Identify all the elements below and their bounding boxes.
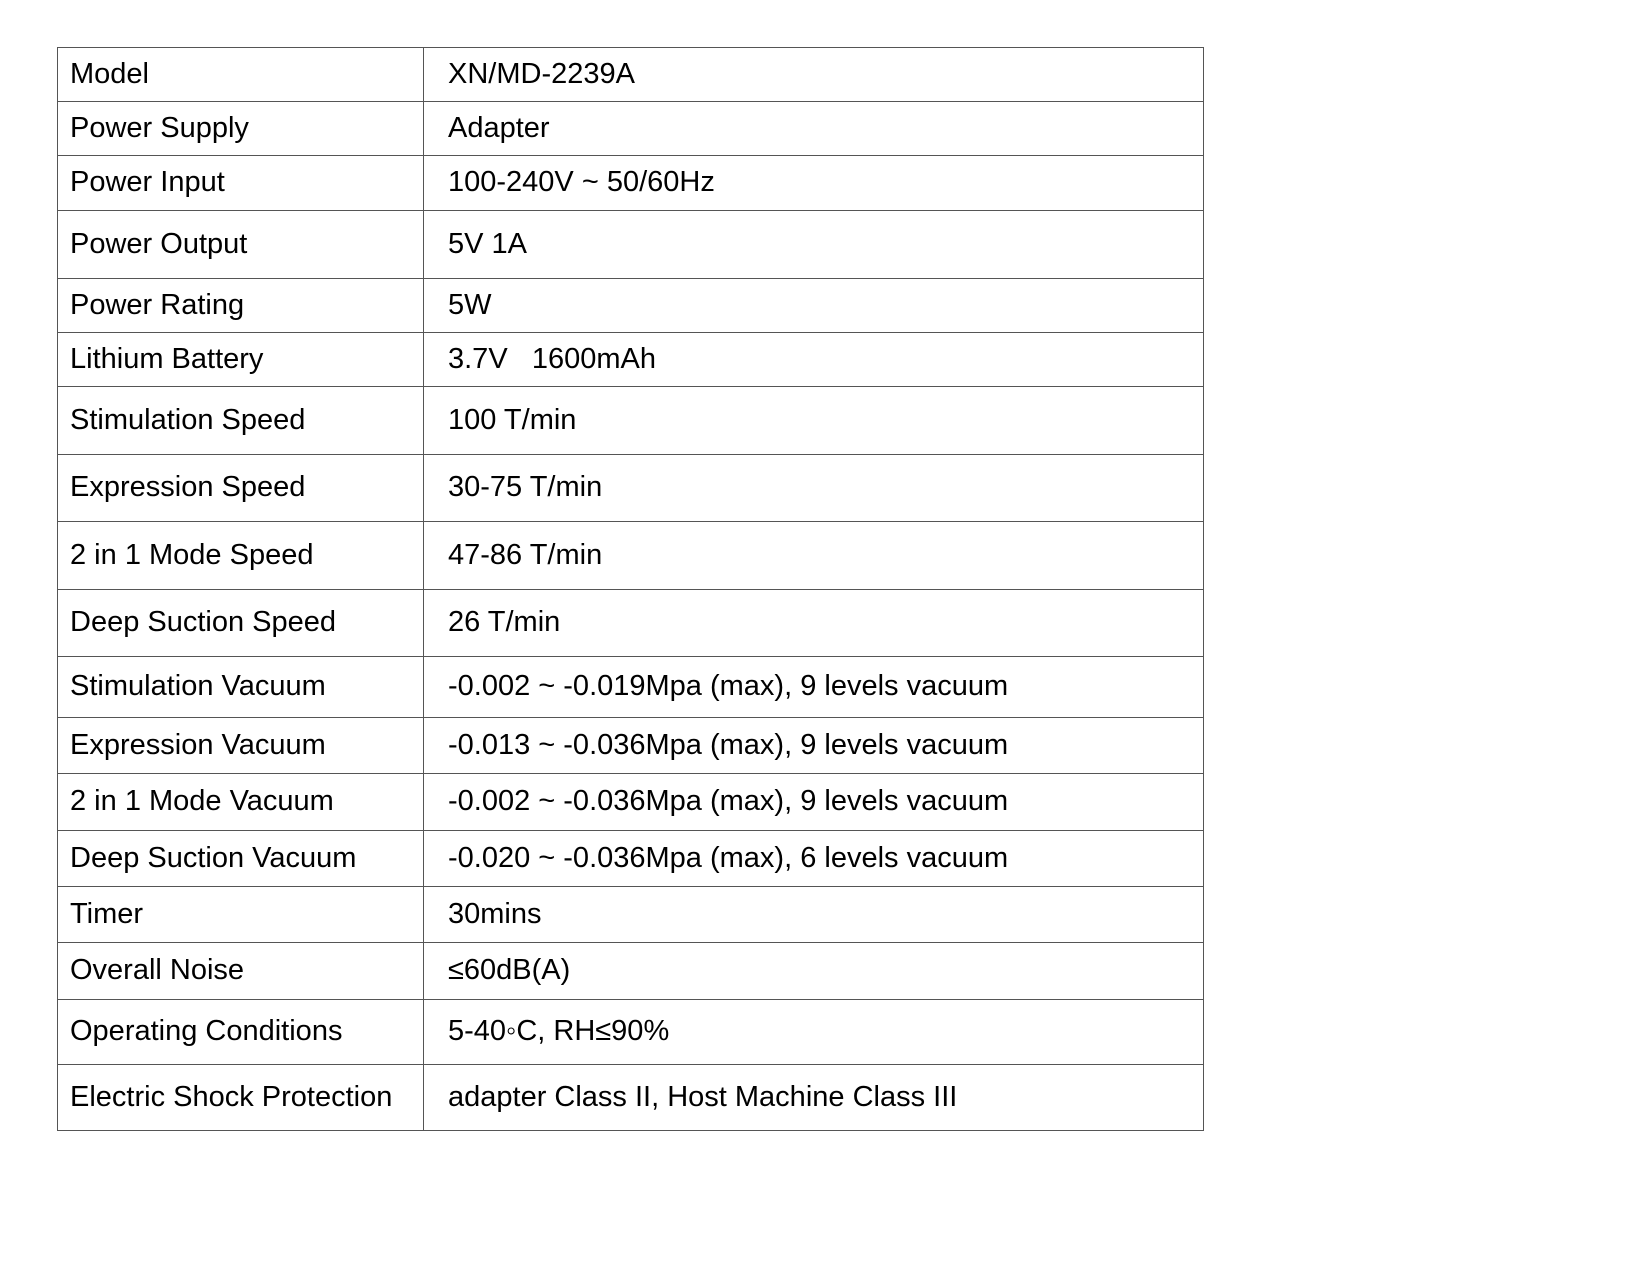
spec-value: Adapter <box>424 102 1204 156</box>
table-row <box>58 774 1204 831</box>
spec-value: -0.013 ~ -0.036Mpa (max), 9 levels vacuum <box>424 718 1204 774</box>
spec-label: Operating Conditions <box>58 1000 424 1065</box>
spec-value: adapter Class II, Host Machine Class III <box>424 1065 1204 1131</box>
spec-value: 30mins <box>424 887 1204 943</box>
spec-value: XN/MD-2239A <box>424 48 1204 102</box>
spec-value: 5V 1A <box>424 211 1204 279</box>
table-row <box>58 1065 1204 1131</box>
spec-label: Model <box>58 48 424 102</box>
table-row <box>58 102 1204 156</box>
table-row <box>58 333 1204 387</box>
spec-label: Power Input <box>58 156 424 211</box>
table-row <box>58 657 1204 718</box>
table-row <box>58 887 1204 943</box>
spec-value: -0.002 ~ -0.036Mpa (max), 9 levels vacuum <box>424 774 1204 831</box>
spec-label: Power Supply <box>58 102 424 156</box>
spec-label: 2 in 1 Mode Speed <box>58 522 424 590</box>
table-row <box>58 718 1204 774</box>
table-row <box>58 455 1204 522</box>
spec-value: 26 T/min <box>424 590 1204 657</box>
spec-label: Lithium Battery <box>58 333 424 387</box>
spec-value: ≤60dB(A) <box>424 943 1204 1000</box>
spec-label: Stimulation Vacuum <box>58 657 424 718</box>
spec-value: -0.002 ~ -0.019Mpa (max), 9 levels vacuum <box>424 657 1204 718</box>
spec-value: 100 T/min <box>424 387 1204 455</box>
table-row <box>58 522 1204 590</box>
table-row <box>58 831 1204 887</box>
specifications-table <box>57 47 1204 1131</box>
spec-value: -0.020 ~ -0.036Mpa (max), 6 levels vacuum <box>424 831 1204 887</box>
spec-value: 100-240V ~ 50/60Hz <box>424 156 1204 211</box>
table-row <box>58 590 1204 657</box>
spec-value: 30-75 T/min <box>424 455 1204 522</box>
spec-label: Overall Noise <box>58 943 424 1000</box>
table-row <box>58 211 1204 279</box>
spec-value: 5-40◦C, RH≤90% <box>424 1000 1204 1065</box>
spec-label: Power Output <box>58 211 424 279</box>
spec-label: Power Rating <box>58 279 424 333</box>
table-row <box>58 1000 1204 1065</box>
spec-label: Stimulation Speed <box>58 387 424 455</box>
table-row <box>58 943 1204 1000</box>
spec-label: Timer <box>58 887 424 943</box>
spec-label: 2 in 1 Mode Vacuum <box>58 774 424 831</box>
spec-value: 47-86 T/min <box>424 522 1204 590</box>
spec-label: Expression Vacuum <box>58 718 424 774</box>
spec-value: 3.7V 1600mAh <box>424 333 1204 387</box>
table-row <box>58 156 1204 211</box>
spec-label: Expression Speed <box>58 455 424 522</box>
spec-value: 5W <box>424 279 1204 333</box>
table-row <box>58 48 1204 102</box>
table-row <box>58 387 1204 455</box>
table-row <box>58 279 1204 333</box>
spec-label: Electric Shock Protection <box>58 1065 424 1131</box>
spec-label: Deep Suction Speed <box>58 590 424 657</box>
specifications-table-body <box>58 48 1204 1131</box>
spec-label: Deep Suction Vacuum <box>58 831 424 887</box>
